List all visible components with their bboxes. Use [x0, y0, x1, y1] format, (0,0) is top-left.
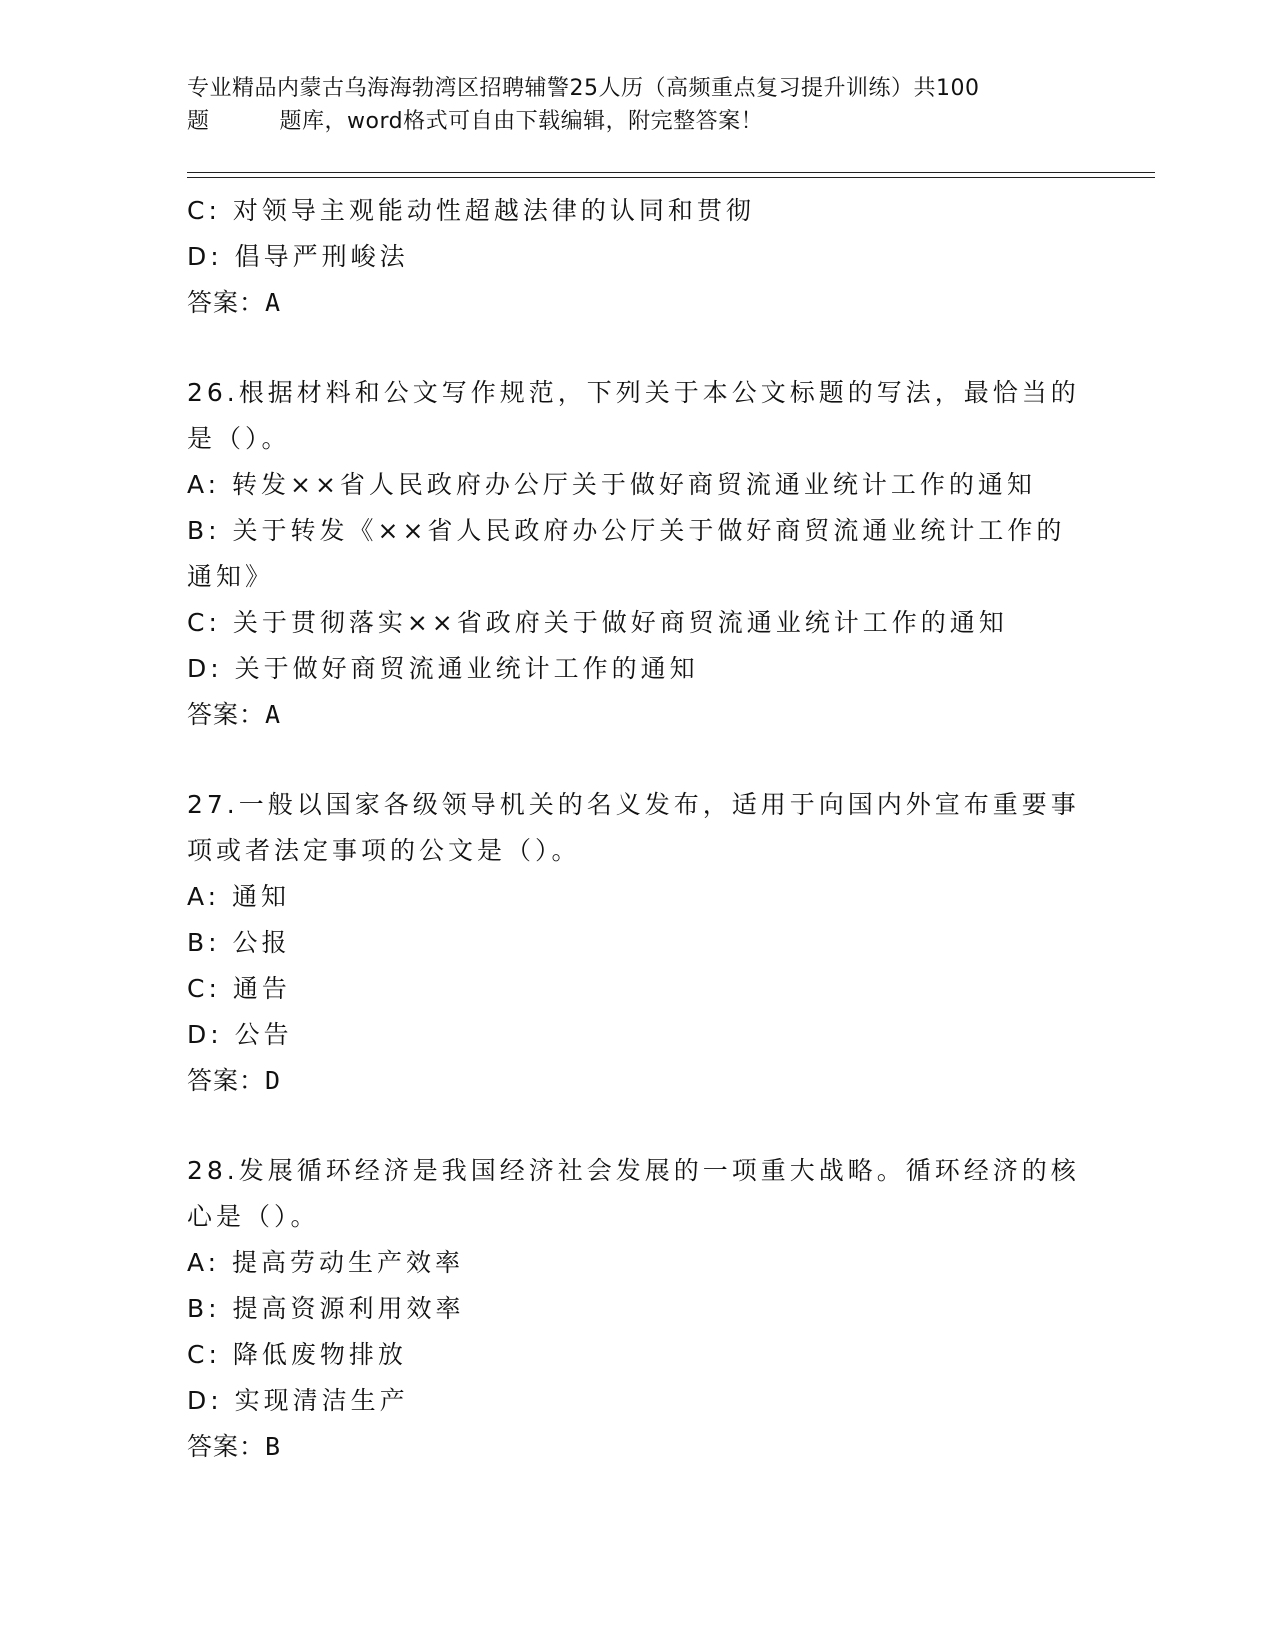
document-header — [187, 72, 1087, 138]
answer-line: 答案：A — [187, 700, 282, 729]
header-rule-bottom — [187, 177, 1155, 178]
option-d: D: 倡导严刑峻法 — [187, 242, 409, 271]
header-line-2 — [187, 105, 1087, 138]
question-stem-line-1: 27.一般以国家各级领导机关的名义发布，适用于向国内外宣布重要事 — [187, 790, 1080, 819]
answer-line: 答案：A — [187, 288, 282, 317]
option-c: C: 对领导主观能动性超越法律的认同和贯彻 — [187, 196, 755, 225]
option-d: D: 关于做好商贸流通业统计工作的通知 — [187, 654, 699, 683]
question-stem-line-2: 是（）。 — [187, 424, 291, 453]
option-c: C: 通告 — [187, 974, 291, 1003]
question-stem-line-2: 项或者法定事项的公文是（）。 — [187, 836, 581, 865]
option-b: B: 公报 — [187, 928, 291, 957]
header-line-2-rest: 题库，word格式可自由下载编辑，附完整答案！ — [279, 109, 764, 134]
question-stem-line-1: 26.根据材料和公文写作规范，下列关于本公文标题的写法，最恰当的 — [187, 378, 1080, 407]
option-a: A: 提高劳动生产效率 — [187, 1248, 465, 1277]
option-d: D: 公告 — [187, 1020, 293, 1049]
question-27 — [187, 782, 1087, 1104]
option-a: A: 转发××省人民政府办公厅关于做好商贸流通业统计工作的通知 — [187, 470, 1036, 499]
question-list — [187, 188, 1087, 1470]
previous-question — [187, 188, 1087, 326]
header-line-2-start: 题 — [187, 109, 210, 134]
question-stem-line-2: 心是（）。 — [187, 1202, 320, 1231]
header-rule-top — [187, 172, 1155, 173]
option-c: C: 降低废物排放 — [187, 1340, 407, 1369]
option-c: C: 关于贯彻落实××省政府关于做好商贸流通业统计工作的通知 — [187, 608, 1008, 637]
question-28 — [187, 1148, 1087, 1470]
option-b: B: 提高资源利用效率 — [187, 1294, 465, 1323]
answer-line: 答案：D — [187, 1066, 282, 1095]
option-d: D: 实现清洁生产 — [187, 1386, 409, 1415]
answer-line: 答案：B — [187, 1432, 282, 1461]
option-b: B: 关于转发《××省人民政府办公厅关于做好商贸流通业统计工作的 — [187, 516, 1066, 545]
question-26 — [187, 370, 1087, 738]
header-line-1: 专业精品内蒙古乌海海勃湾区招聘辅警25人历（高频重点复习提升训练）共100 — [187, 76, 980, 101]
option-a: A: 通知 — [187, 882, 291, 911]
option-b-continued: 通知》 — [187, 562, 275, 591]
question-stem-line-1: 28.发展循环经济是我国经济社会发展的一项重大战略。循环经济的核 — [187, 1156, 1080, 1185]
